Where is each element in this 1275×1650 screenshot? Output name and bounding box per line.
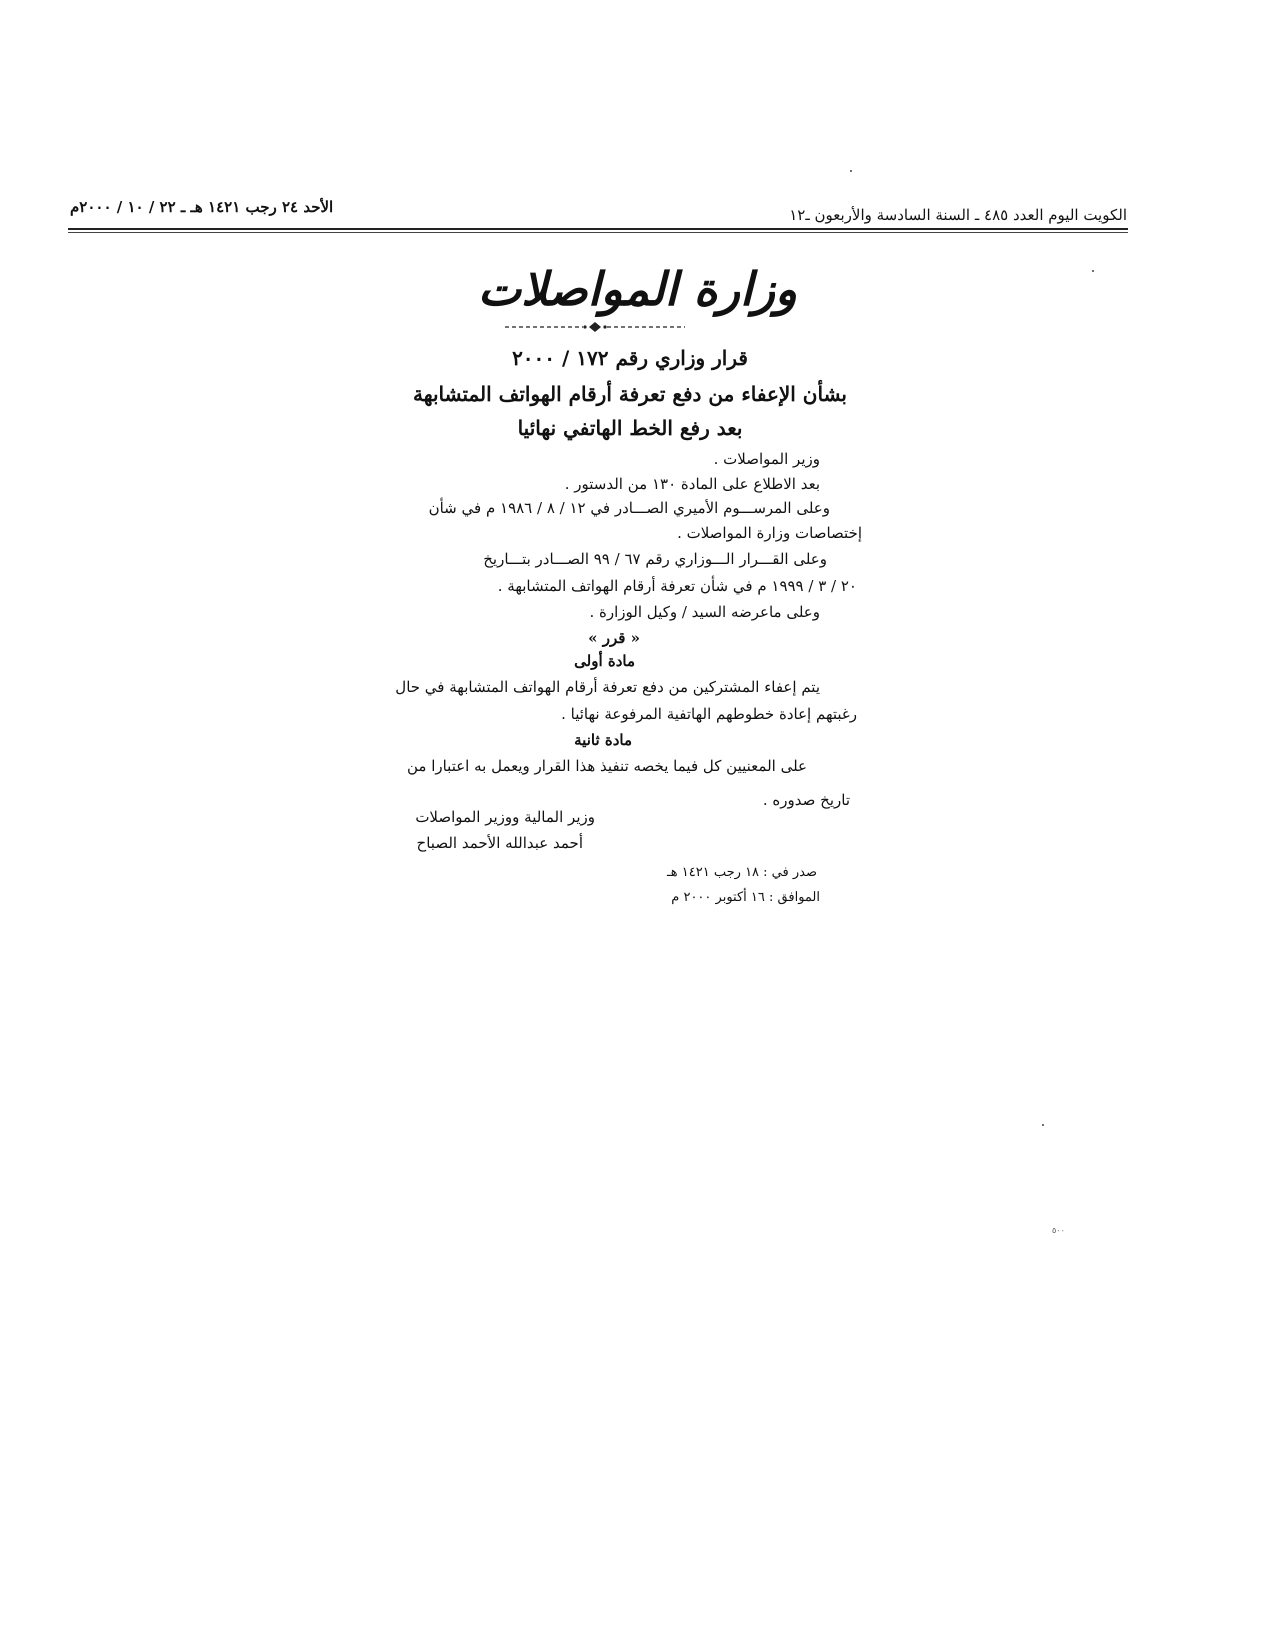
header-rule bbox=[68, 228, 1128, 230]
scan-speck bbox=[1092, 270, 1094, 272]
signatory-name: أحمد عبدالله الأحمد الصباح bbox=[416, 834, 583, 852]
article-1-heading: مادة أولى bbox=[574, 652, 635, 670]
decides-heading: « قرر » bbox=[588, 629, 640, 647]
issuer-line: وزير المواصلات . bbox=[713, 450, 820, 468]
signatory-title: وزير المالية ووزير المواصلات bbox=[415, 808, 595, 826]
scan-speck bbox=[850, 170, 852, 172]
article-1-line-1: يتم إعفاء المشتركين من دفع تعرفة أرقام الهواتف المتشابهة في حال bbox=[395, 678, 820, 696]
article-1-line-2: رغبتهم إعادة خطوطهم الهاتفية المرفوعة نهائيا . bbox=[561, 705, 857, 723]
gazette-issue-header: الكويت اليوم العدد ٤٨٥ ـ السنة السادسة والأربعون ـ١٢ bbox=[789, 206, 1127, 224]
preamble-decree-line-1: وعلى المرســـوم الأميري الصـــادر في ١٢ / ٨ / ١٩٨٦ م في شأن bbox=[428, 499, 830, 517]
issued-date-hijri: صدر في : ١٨ رجب ١٤٢١ هـ bbox=[666, 865, 817, 880]
preamble-constitution: بعد الاطلاع على المادة ١٣٠ من الدستور . bbox=[564, 475, 820, 493]
ornament-divider bbox=[505, 322, 685, 332]
preamble-ministerial-line-1: وعلى القـــرار الـــوزاري رقم ٦٧ / ٩٩ الصـــادر بتـــاريخ bbox=[483, 550, 827, 568]
preamble-ministerial-line-2: ٢٠ / ٣ / ١٩٩٩ م في شأن تعرفة أرقام الهواتف المتشابهة . bbox=[497, 577, 857, 595]
issued-date-gregorian: الموافق : ١٦ أكتوبر ٢٠٠٠ م bbox=[671, 890, 820, 905]
article-2-heading: مادة ثانية bbox=[574, 731, 632, 749]
page-footer-mark: ٥٠٠ bbox=[1052, 1226, 1065, 1235]
scan-speck bbox=[1042, 1124, 1044, 1126]
decree-subject-line-2: بعد رفع الخط الهاتفي نهائيا bbox=[517, 416, 743, 440]
gazette-date-header: الأحد ٢٤ رجب ١٤٢١ هـ ـ ٢٢ / ١٠ / ٢٠٠٠م bbox=[70, 198, 334, 216]
decree-subject-line-1: بشأن الإعفاء من دفع تعرفة أرقام الهواتف المتشابهة bbox=[413, 382, 847, 406]
preamble-undersecretary: وعلى ماعرضه السيد / وكيل الوزارة . bbox=[589, 603, 820, 621]
article-2-line-1: على المعنيين كل فيما يخصه تنفيذ هذا القرار ويعمل به اعتبارا من bbox=[406, 757, 807, 775]
preamble-decree-line-2: إختصاصات وزارة المواصلات . bbox=[677, 524, 862, 542]
decree-title: قرار وزاري رقم ١٧٢ / ٢٠٠٠ bbox=[512, 346, 748, 370]
article-2-line-2: تاريخ صدوره . bbox=[762, 791, 850, 809]
ministry-calligraphy-title: وزارة المواصلات bbox=[477, 262, 798, 316]
header-rule-thin bbox=[68, 232, 1128, 233]
